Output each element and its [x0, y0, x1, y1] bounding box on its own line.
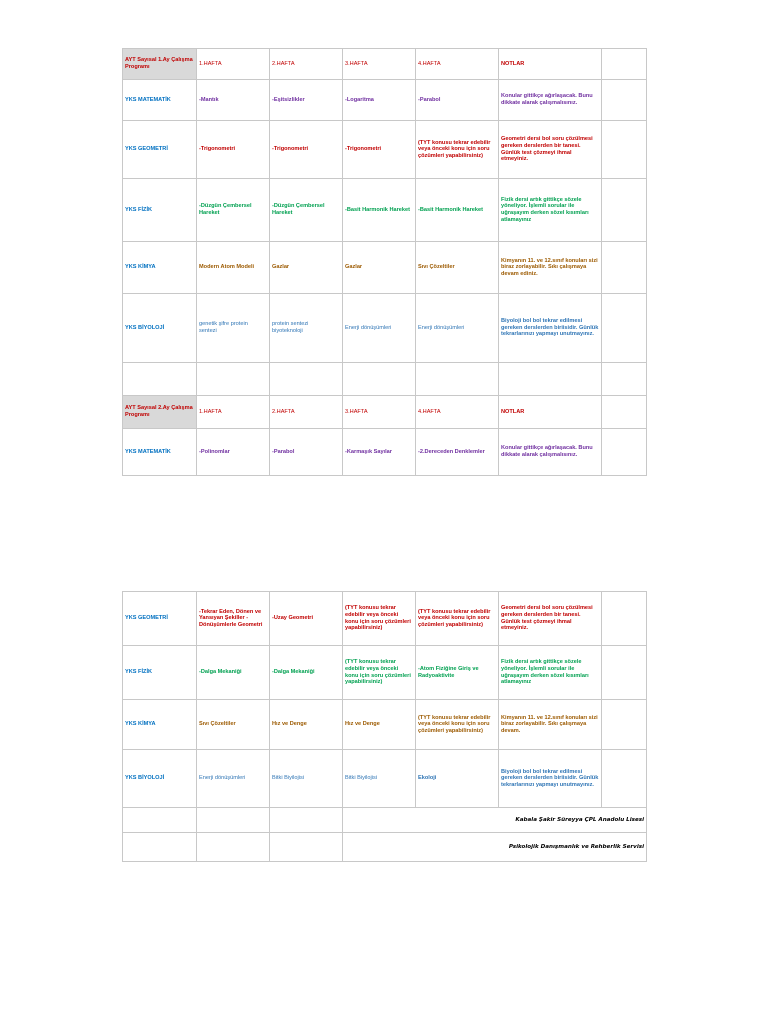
topic-cell: (TYT konusu tekrar edebilir veya önceki konu için soru çözümleri yapabilirsiniz) — [343, 592, 416, 646]
table-row — [123, 121, 647, 179]
topic-cell: (TYT konusu tekrar edebilir veya önceki konu için soru çözümleri yapabilirsiniz) — [416, 121, 499, 179]
service-name: Psikolojik Danışmanlık ve Rehberlik Servisi — [343, 833, 647, 862]
topic-cell: -Parabol — [270, 429, 343, 476]
topic-cell: -Basit Harmonik Hareket — [416, 179, 499, 242]
topic-cell: (TYT konusu tekrar edebilir veya önceki konu için soru çözümleri yapabilirsiniz) — [416, 592, 499, 646]
empty-cell — [602, 242, 647, 294]
table-row — [123, 700, 647, 750]
table-row — [123, 429, 647, 476]
notes-header: NOTLAR — [499, 396, 602, 429]
note-cell: Konular gittikçe ağırlaşacak. Bunu dikkate alarak çalışmalısınız. — [499, 80, 602, 121]
table-row — [123, 80, 647, 121]
empty-cell — [602, 363, 647, 396]
program-title: AYT Sayısal 2.Ay Çalışma Programı — [123, 396, 197, 429]
week-header: 4.HAFTA — [416, 396, 499, 429]
program-table-month1 — [122, 48, 647, 476]
week-header: 3.HAFTA — [343, 396, 416, 429]
topic-cell: Gazlar — [270, 242, 343, 294]
topic-cell: (TYT konusu tekrar edebilir veya önceki konu için soru çözümleri yapabilirsiniz) — [343, 646, 416, 700]
topic-cell: -Mantık — [197, 80, 270, 121]
table-row — [123, 646, 647, 700]
empty-cell — [602, 294, 647, 363]
subject-cell: YKS BİYOLOJİ — [123, 750, 197, 808]
topic-cell: genetik şifre protein sentezi — [197, 294, 270, 363]
empty-cell — [602, 700, 647, 750]
empty-cell — [343, 363, 416, 396]
topic-cell: Enerji dönüşümleri — [197, 750, 270, 808]
empty-cell — [602, 750, 647, 808]
subject-cell: YKS FİZİK — [123, 646, 197, 700]
empty-cell — [123, 808, 197, 833]
topic-cell: -Atom Fiziğine Giriş ve Radyoaktivite — [416, 646, 499, 700]
note-cell: Kimyanın 11. ve 12.sınıf konuları sizi biraz zorlayabilir. Sıkı çalışmaya devam. — [499, 700, 602, 750]
topic-cell: Bitki Biyilojisi — [270, 750, 343, 808]
topic-cell: -Dalga Mekaniği — [270, 646, 343, 700]
topic-cell: -Dalga Mekaniği — [197, 646, 270, 700]
empty-cell — [197, 363, 270, 396]
topic-cell: -Polinomlar — [197, 429, 270, 476]
week-header: 4.HAFTA — [416, 49, 499, 80]
empty-cell — [123, 833, 197, 862]
empty-cell — [197, 808, 270, 833]
empty-cell — [416, 363, 499, 396]
week-header: 3.HAFTA — [343, 49, 416, 80]
empty-cell — [602, 179, 647, 242]
table-row — [123, 833, 647, 862]
empty-cell — [123, 363, 197, 396]
topic-cell: -Düzgün Çembersel Hareket — [197, 179, 270, 242]
topic-cell: -Logaritma — [343, 80, 416, 121]
topic-cell: -Parabol — [416, 80, 499, 121]
topic-cell: -Uzay Geometri — [270, 592, 343, 646]
note-cell: Biyoloji bol bol tekrar edilmesi gereken derslerden biriisidir. Günlük tekrarlarınızı yapmayı unutmayınız. — [499, 750, 602, 808]
subject-cell: YKS MATEMATİK — [123, 429, 197, 476]
notes-header: NOTLAR — [499, 49, 602, 80]
table-row — [123, 808, 647, 833]
empty-cell — [270, 363, 343, 396]
topic-cell: Modern Atom Modeli — [197, 242, 270, 294]
week-header: 2.HAFTA — [270, 49, 343, 80]
topic-cell: protein sentezi biyoteknoloji — [270, 294, 343, 363]
topic-cell: Gazlar — [343, 242, 416, 294]
topic-cell: Sıvı Çözeltiler — [197, 700, 270, 750]
empty-cell — [602, 646, 647, 700]
empty-cell — [602, 429, 647, 476]
empty-cell — [197, 833, 270, 862]
subject-cell: YKS GEOMETRİ — [123, 592, 197, 646]
topic-cell: -Trigonometri — [270, 121, 343, 179]
table-row — [123, 242, 647, 294]
table-row — [123, 294, 647, 363]
subject-cell: YKS KİMYA — [123, 700, 197, 750]
empty-cell — [602, 121, 647, 179]
week-header: 2.HAFTA — [270, 396, 343, 429]
topic-cell: Ekoloji — [416, 750, 499, 808]
table-row — [123, 592, 647, 646]
topic-cell: -Trigonometri — [343, 121, 416, 179]
topic-cell: Enerji dönüşümleri — [416, 294, 499, 363]
topic-cell: -Tekrar Eden, Dönen ve Yansıyan Şekiller -Dönüşümlerle Geometri — [197, 592, 270, 646]
topic-cell: Hız ve Denge — [343, 700, 416, 750]
topic-cell: (TYT konusu tekrar edebilir veya önceki konu için soru çözümleri yapabilirsiniz) — [416, 700, 499, 750]
topic-cell: -Eşitsizlikler — [270, 80, 343, 121]
note-cell: Geometri dersi bol soru çözülmesi gereken derslerden bir tanesi. Günlük test çözmeyi ihmal etmeyiniz. — [499, 592, 602, 646]
note-cell: Fizik dersi artık gittikçe sözele yöneliyor. İşlemli sorular ile uğraşayım derken sözel kısımları atlamayınız — [499, 646, 602, 700]
note-cell: Kimyanın 11. ve 12.sınıf konuları sizi biraz zorlayabilir. Sıkı çalışmaya devam ediniz. — [499, 242, 602, 294]
topic-cell: Hız ve Denge — [270, 700, 343, 750]
empty-cell — [270, 833, 343, 862]
empty-cell — [499, 363, 602, 396]
week-header: 1.HAFTA — [197, 396, 270, 429]
topic-cell: -Düzgün Çembersel Hareket — [270, 179, 343, 242]
note-cell: Geometri dersi bol soru çözülmesi gereken derslerden bir tanesi. Günlük test çözmeyi ihmal etmeyiniz. — [499, 121, 602, 179]
empty-cell — [602, 592, 647, 646]
table-row — [123, 179, 647, 242]
subject-cell: YKS MATEMATİK — [123, 80, 197, 121]
subject-cell: YKS GEOMETRİ — [123, 121, 197, 179]
program-title: AYT Sayısal 1.Ay Çalışma Programı — [123, 49, 197, 80]
table-row — [123, 49, 647, 80]
table-row — [123, 396, 647, 429]
week-header: 1.HAFTA — [197, 49, 270, 80]
subject-cell: YKS KİMYA — [123, 242, 197, 294]
note-cell: Biyoloji bol bol tekrar edilmesi gereken derslerden biriisidir. Günlük tekrarlarınızı yapmayı unutmayınız. — [499, 294, 602, 363]
empty-cell — [602, 80, 647, 121]
table-row — [123, 363, 647, 396]
topic-cell: Sıvı Çözeltiler — [416, 242, 499, 294]
topic-cell: -Basit Harmonik Hareket — [343, 179, 416, 242]
empty-cell — [602, 49, 647, 80]
subject-cell: YKS BİYOLOJİ — [123, 294, 197, 363]
topic-cell: Enerji dönüşümleri — [343, 294, 416, 363]
table-row — [123, 750, 647, 808]
empty-cell — [270, 808, 343, 833]
program-table-month2 — [122, 591, 647, 862]
topic-cell: -Karmaşık Sayılar — [343, 429, 416, 476]
topic-cell: -Trigonometri — [197, 121, 270, 179]
topic-cell: -2.Dereceden Denklemler — [416, 429, 499, 476]
empty-cell — [602, 396, 647, 429]
school-name: Kabala Şakir Süreyya ÇPL Anadolu Lisesi — [343, 808, 647, 833]
subject-cell: YKS FİZİK — [123, 179, 197, 242]
note-cell: Konular gittikçe ağırlaşacak. Bunu dikkate alarak çalışmalısınız. — [499, 429, 602, 476]
note-cell: Fizik dersi artık gittikçe sözele yöneliyor. İşlemli sorular ile uğraşayım derken sözel kısımları atlamayınız — [499, 179, 602, 242]
topic-cell: Bitki Biyilojisi — [343, 750, 416, 808]
